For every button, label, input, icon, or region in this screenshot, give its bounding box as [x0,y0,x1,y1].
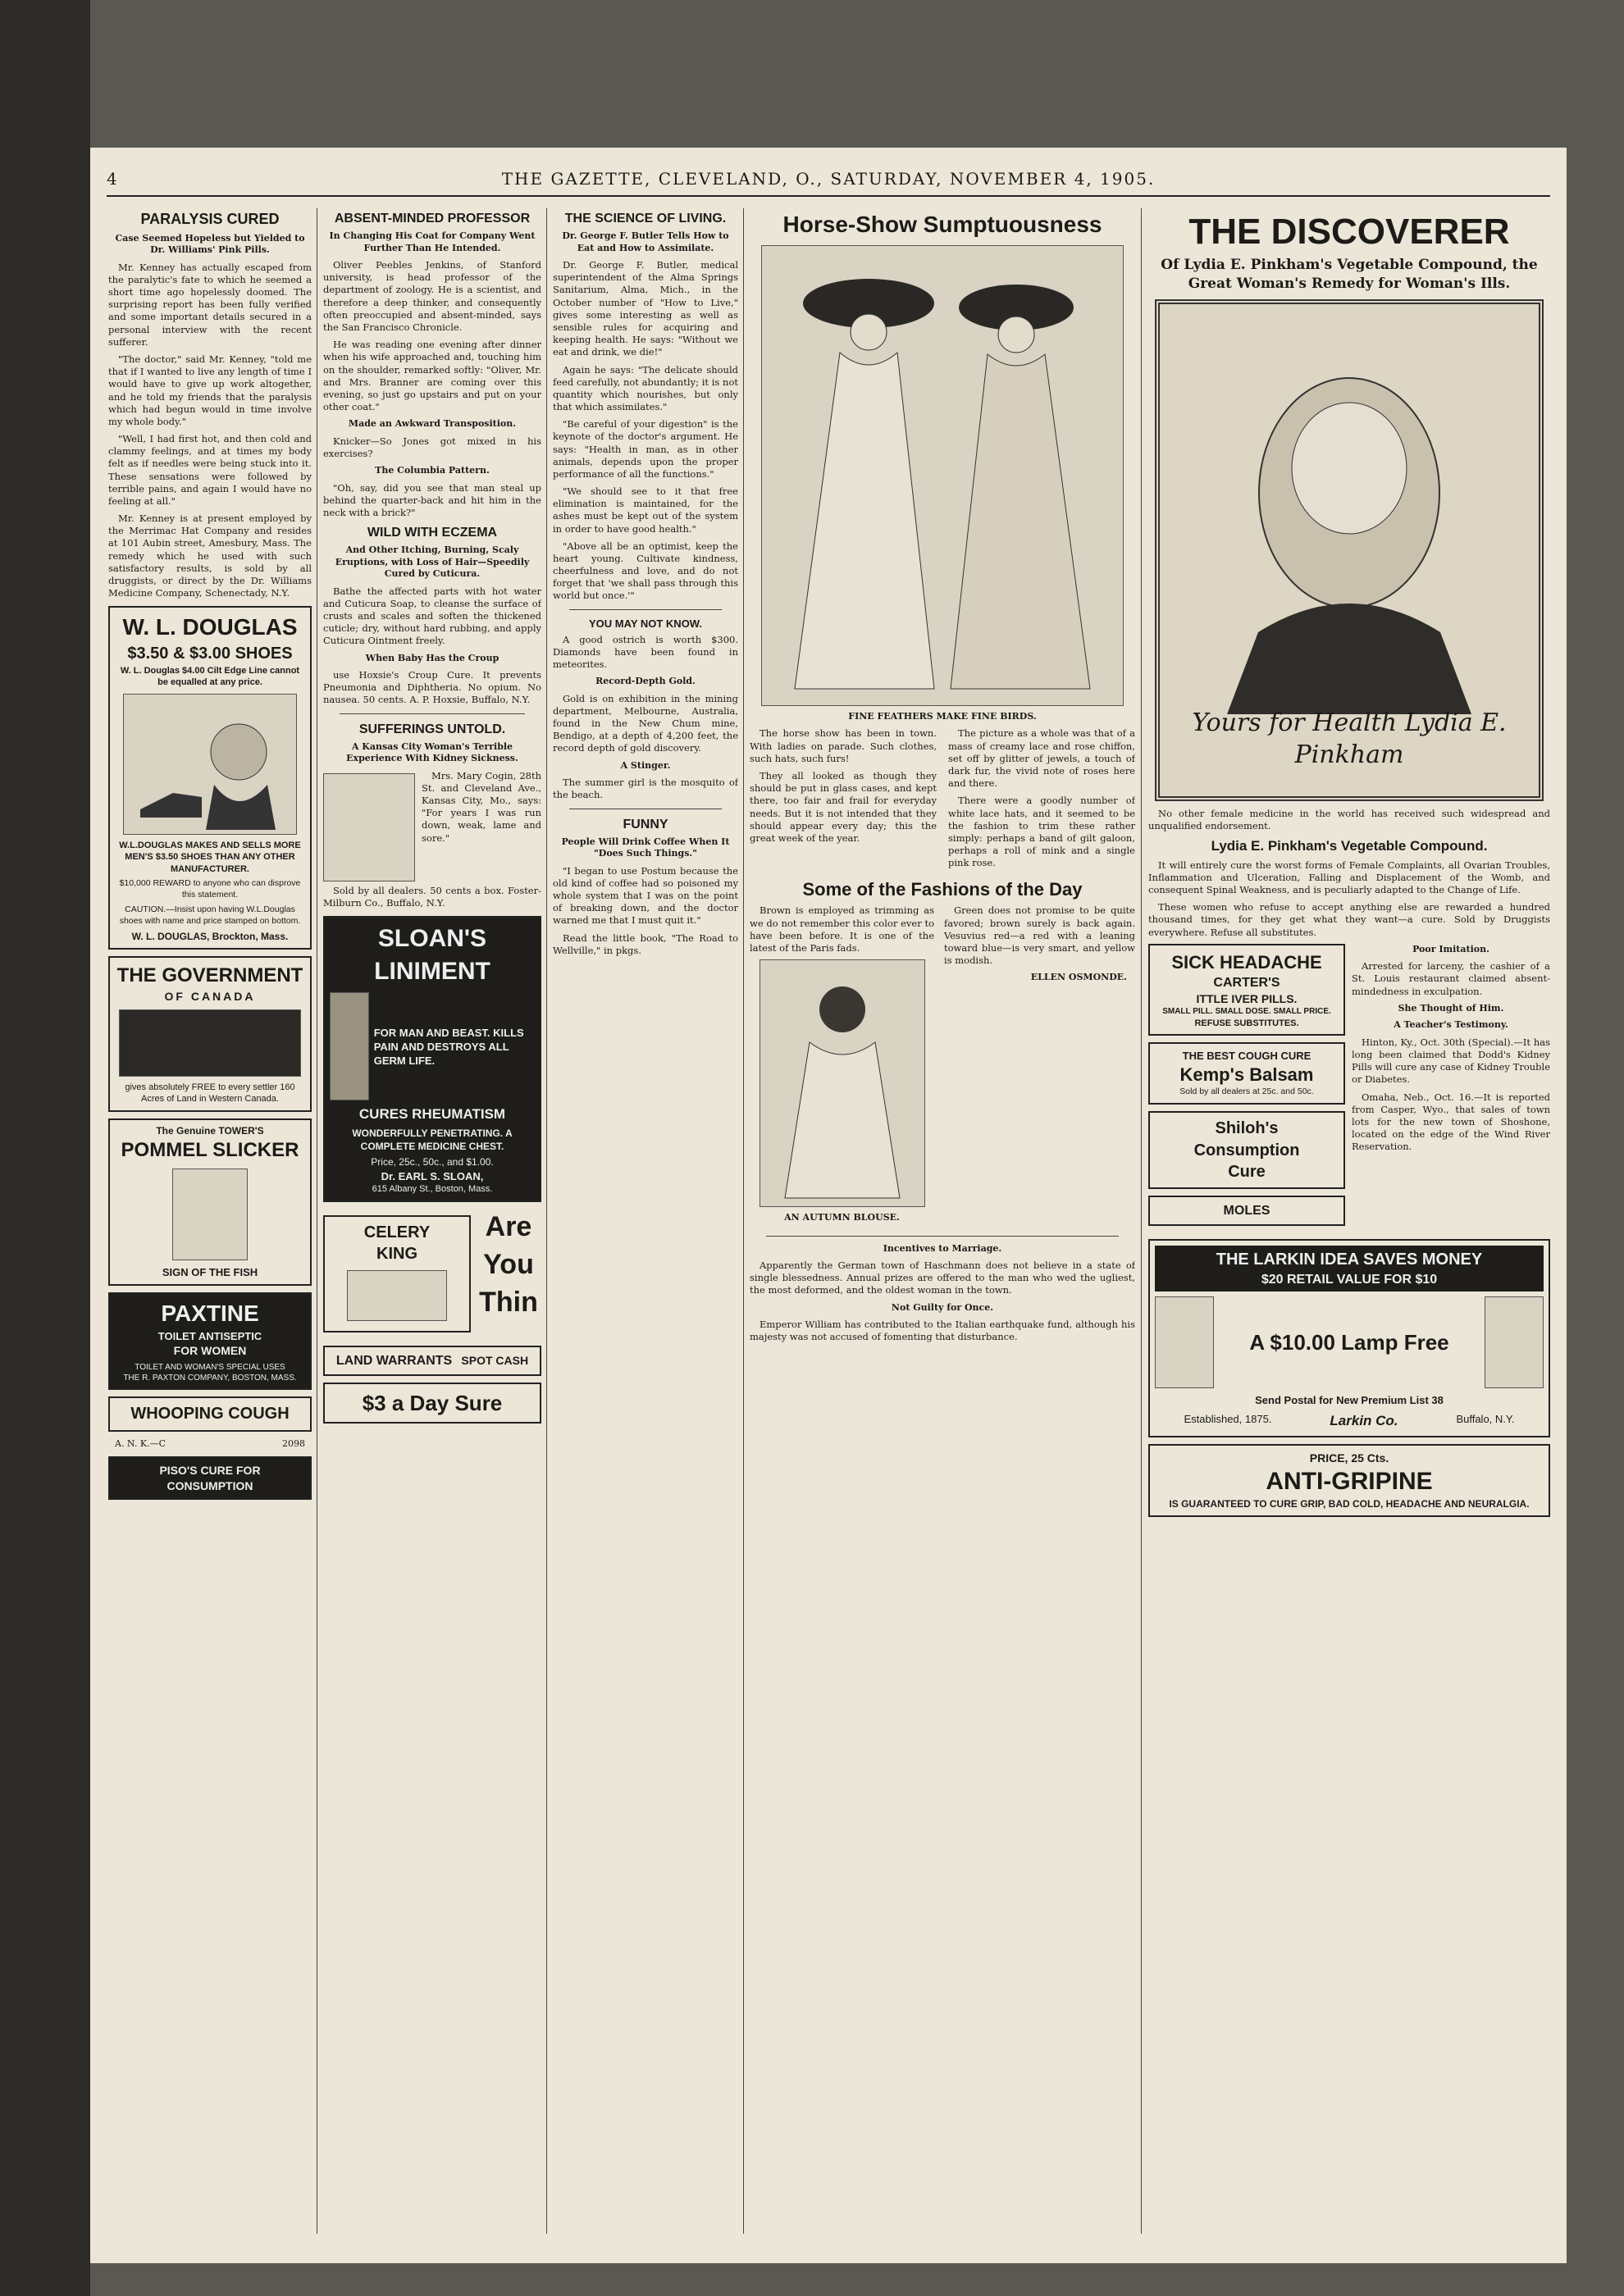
article-subhead: Poor Imitation. [1412,943,1489,954]
article-paragraph: Green does not promise to be quite favored; brown surely is back again. Vesuvius red—a red with a leaning toward blue—is very smart, and yellow is modish. [944,904,1135,967]
ad-brand: ITTLE IVER PILLS. [1196,991,1298,1005]
article-paragraph: Emperor William has contributed to the Italian earthquake fund, although his majesty was not accused of fomenting that disturbance. [750,1319,1135,1343]
moles-ad [1148,1196,1345,1226]
ad-subhead: OF CANADA [164,990,256,1004]
article-paragraph: A good ostrich is worth $300. Diamonds have been found in meteorites. [553,633,738,671]
ad-line: You [483,1248,534,1280]
ad-brand: SLOAN'S [377,925,487,953]
map-icon [119,1009,301,1077]
ad-subhead: $20 RETAIL VALUE FOR $10 [1261,1272,1438,1287]
ad-price: PRICE, 25 Cts. [1309,1451,1389,1465]
ad-line: PISO'S CURE FOR [159,1464,261,1478]
ad-subhead: Lydia E. Pinkham's Vegetable Compound. [1211,838,1488,854]
article-subhead: The Columbia Pattern. [375,465,490,476]
article-paragraph: Hinton, Ky., Oct. 30th (Special).—It has long been claimed that Dodd's Kidney Pills will cure any case of Kidney Trouble or Diabetes. [1352,1036,1550,1086]
print-code [115,1438,305,1451]
celery-king-ad [323,1215,471,1332]
ad-brand: W. L. DOUGLAS [122,614,298,640]
ad-line: CURES RHEUMATISM [358,1106,506,1123]
article-paragraph: "The doctor," said Mr. Kenney, "told me that if I wanted to live any length of time I would have to give up work altogether, and he told my friends that the paralysis which had begun would in time involve my whole body." [108,353,312,427]
article-subhead: A Kansas City Woman's Terrible Experience With Kidney Sickness. [346,740,518,764]
article-headline: THE SCIENCE OF LIVING. [564,212,727,226]
article-paragraph: Bathe the affected parts with hot water and Cuticura Soap, to cleanse the surface of crusts and scales and soften the thickened cuticle; dry, without hard rubbing, and apply Cuticura Ointment freely. [323,585,541,647]
larkin-ad [1148,1239,1550,1437]
douglas-shoes-ad [108,606,312,950]
article-headline: PARALYSIS CURED [140,211,280,227]
column-4 [750,208,1135,2242]
ad-line: The Genuine TOWER'S [156,1124,264,1137]
ad-line: SMALL PILL. SMALL DOSE. SMALL PRICE. [1162,1007,1331,1017]
paxtine-ad [108,1292,312,1390]
article-subhead: When Baby Has the Croup [365,652,500,663]
ad-line: SIGN OF THE FISH [162,1266,258,1279]
article-paragraph: "I began to use Postum because the old kind of coffee had so poisoned my whole system that I was on the point of breaking down, and the doctor warned me that I must quit it." [553,864,738,927]
ad-reward: $10,000 REWARD to anyone who can disprove this statement. [119,878,301,900]
article-paragraph: Arrested for larceny, the cashier of a St. Louis restaurant claimed absent-mindedness in exculpation. [1352,960,1550,997]
article-subhead: Dr. George F. Butler Tells How to Eat and How to Assimilate. [562,230,729,253]
ad-address: Buffalo, N.Y. [1456,1413,1515,1426]
article-headline: SUFFERINGS UNTOLD. [358,722,506,736]
ad-brand: LAND WARRANTS [335,1353,453,1368]
article-subhead: A Teacher's Testimony. [1394,1019,1508,1031]
article-subhead: Made an Awkward Transposition. [348,418,517,430]
ad-brand: Shiloh's [1215,1119,1279,1138]
ad-line: Established, 1875. [1184,1413,1272,1426]
sloans-liniment-ad [323,916,541,1202]
article-subhead: People Will Drink Coffee When It "Does Such Things." [561,836,730,859]
fashion-illustration [762,246,1123,705]
ad-price: $3.50 & $3.00 SHOES [127,645,293,663]
column-1 [108,208,312,2242]
article-headline: ABSENT-MINDED PROFESSOR [334,212,531,226]
ad-line: THE R. PAXTON COMPANY, BOSTON, MASS. [123,1374,297,1383]
ad-brand: KING [376,1245,417,1264]
ad-line: CONSUMPTION [167,1478,253,1492]
column-rule [1141,208,1142,2234]
ad-brand: WHOOPING COUGH [130,1405,290,1424]
article-headline: YOU MAY NOT KNOW. [589,617,702,630]
article-paragraph: Mr. Kenney has actually escaped from the paralytic's fate to which he seemed a short time ago hopelessly doomed. The surprising report has been fully verified and some important details secured in a personal interview with the recent sufferer. [108,261,312,348]
article-paragraph: use Hoxsie's Croup Cure. It prevents Pneumonia and Diphtheria. No opium. No nausea. 50 cents. A. P. Hoxsie, Buffalo, N.Y. [323,669,541,706]
article-paragraph: Apparently the German town of Haschmann does not believe in a state of single blessedness. Annual prizes are offered to the man who wed the ugliest, the most deformed, and the oldest woman in the town. [750,1260,1135,1296]
ad-line: Are [485,1210,532,1242]
masthead [107,166,1550,197]
article-subhead: Case Seemed Hopeless but Yielded to Dr. Williams' Pink Pills. [115,232,305,256]
article-paragraph: Dr. George F. Butler, medical superintendent of the Alma Springs Sanitarium, Alma, Mich., in the October number of "How to Live," gives some interesting as well as sensible rules for acquiring and keeping health. He says: "Without we eat and drink, we die!" [553,259,738,358]
ad-line: Thin [479,1286,538,1318]
land-warrants-ad [323,1346,541,1376]
column-rule [546,208,547,2234]
page-number: 4 [107,169,119,189]
canada-government-ad [108,956,312,1111]
ad-headline: THE LARKIN IDEA SAVES MONEY [1216,1250,1483,1269]
ad-headline: SICK HEADACHE [1171,951,1322,973]
author-signature: ELLEN OSMONDE. [1030,972,1127,983]
shiloh-cure-ad [1148,1111,1345,1189]
newspaper-page [90,148,1567,2263]
ad-brand: Consumption [1193,1141,1300,1159]
article-paragraph: There were a goodly number of white lace hats, and it seemed to be the fashion to trim these rather simply: perhaps a band of gilt galoon, perhaps a roll of mink and a single pink rose. [948,795,1135,869]
article-paragraph: "Above all be an optimist, keep the heart young. Cultivate kindness, cheerfulness and love, and do not forget that 'we shall pass through this world but once.'" [553,540,738,602]
ad-caution: CAUTION.—Insist upon having W.L.Douglas shoes with name and price stamped on bottom. [119,904,301,926]
ad-line: WONDERFULLY PENETRATING. A COMPLETE MEDICINE CHEST. [352,1127,513,1152]
anti-gripine-ad [1148,1444,1550,1518]
ad-brand: CARTER'S [1213,975,1280,990]
are-you-thin-ad [476,1209,541,1339]
divider [766,1236,1119,1237]
divider [340,713,525,714]
article-subhead: She Thought of Him. [1398,1002,1504,1014]
whooping-cough-ad [108,1396,312,1431]
article-headline: FUNNY [623,817,668,831]
carters-pills-ad [1148,944,1345,1036]
blouse-illustration [760,959,925,1207]
shoe-portrait-illustration [124,695,296,834]
article-paragraph: These women who refuse to accept anything else are rewarded a hundred thousand times, for they get what they want—a cure. Sold by Druggists everywhere. Refuse all substitutes. [1148,901,1550,938]
column-5 [1148,208,1550,2242]
article-subhead: Record-Depth Gold. [595,676,696,687]
article-paragraph: "We should see to it that free elimination is maintained, for the ashes must be kept out of the system in order to have good health." [553,485,738,535]
article-paragraph: The horse show has been in town. With ladies on parade. Such clothes, such hats, such furs! [750,727,937,764]
print-code-number: 2098 [282,1437,305,1449]
woman-portrait-illustration [323,773,415,882]
article-paragraph: It will entirely cure the worst forms of Female Complaints, all Ovarian Troubles, Inflammation and Ulceration, Falling and Displacement of the Womb, and consequent Spinal Weakness, and is peculiarly adapted to the Change of Life. [1148,859,1550,896]
article-subhead: And Other Itching, Burning, Scaly Eruptions, with Loss of Hair—Speedily Cured by Cuticura. [335,544,530,580]
article-paragraph: Mr. Kenney is at present employed by the Merrimac Hat Company and resides at 101 Aubin street, Amesbury, Mass. The remedy which he used with such satisfactory results, is sold by all druggists, or direct by the Dr. Williams Medicine Company, Schenectady, N.Y. [108,512,312,599]
ad-line: A $10.00 Lamp Free [1249,1329,1449,1355]
print-code-text: A. N. K.—C [115,1437,166,1449]
article-paragraph: Gold is on exhibition in the mining department, Melbourne, Australia, found in the New Chum mine, Bendigo, at a depth of 4,200 feet, the record depth of gold discovery. [553,692,738,754]
ad-line: Send Postal for New Premium List 38 [1255,1393,1444,1406]
tower-slicker-ad [108,1118,312,1287]
ad-line: Sold by all dealers at 25c. and 50c. [1179,1086,1314,1097]
article-paragraph: Read the little book, "The Road to Wellville," in pkgs. [553,932,738,956]
ad-line: FOR MAN AND BEAST. KILLS PAIN AND DESTROYS ALL GERM LIFE. [373,1026,524,1067]
ad-box-text: W.L.DOUGLAS MAKES AND SELLS MORE MEN'S $3.50 SHOES THAN ANY OTHER MANUFACTURER. [119,840,301,874]
ad-brand: Larkin Co. [1330,1413,1398,1429]
article-paragraph: The summer girl is the mosquito of the beach. [553,777,738,801]
ad-brand: Kemp's Balsam [1179,1064,1314,1086]
ad-brand: ANTI-GRIPINE [1266,1467,1433,1495]
article-paragraph: Omaha, Neb., Oct. 16.—It is reported from Casper, Wyo., that sales of town lots for the new town of Shoshone, located on the edge of the Wind River Reservation. [1352,1091,1550,1153]
article-paragraph: "Oh, say, did you see that man steal up behind the quarter-back and hit him in the neck with a brick?" [323,481,541,518]
article-paragraph: The picture as a whole was that of a mass of creamy lace and rose chiffon, set off by glitter of jewels, a touch of dark fur, the vivid note of roses here and there. [948,727,1135,790]
article-paragraph: Again he says: "The delicate should feed carefully, not abundantly; it is not quantity which nourishes, but only that which assimilates." [553,363,738,413]
ad-tagline: W. L. Douglas $4.00 Cilt Edge Line cannot be equalled at any price. [120,665,300,688]
article-subhead: In Changing His Coat for Company Went Further Than He Intended. [329,230,536,253]
ad-line: SPOT CASH [461,1353,529,1367]
shoe-portrait-illustration [123,694,297,835]
ad-line: TOILET ANTISEPTIC [157,1330,262,1343]
divider [569,609,722,610]
ad-text: gives absolutely FREE to every settler 160 Acres of Land in Western Canada. [125,1082,295,1105]
ad-headline: THE GOVERNMENT [116,964,303,987]
article-subhead: Not Guilty for Once. [891,1301,994,1313]
column-rule [743,208,744,2234]
ad-brand: $3 a Day Sure [362,1390,503,1415]
blouse-illustration [760,960,924,1206]
article-paragraph: "Well, I had first hot, and then cold and clammy feelings, and at times my body felt as if needles were being stuck into it. These sensations were followed by terrible pains, and again I would have no feeling at all." [108,433,312,507]
column-3 [553,208,738,2242]
man-portrait-illustration [330,992,369,1100]
ad-brand: PAXTINE [161,1301,259,1327]
image-caption: AN AUTUMN BLOUSE. [784,1212,900,1223]
article-paragraph: No other female medicine in the world has received such widespread and unqualified endorsement. [1148,807,1550,832]
pinkham-portrait [1155,299,1544,801]
article-paragraph: "Be careful of your digestion" is the keynote of the doctor's argument. He says: "Health in man, as in other animals, depends upon the proper performance of all the functions." [553,418,738,480]
article-paragraph: Oliver Peebles Jenkins, of Stanford university, is head professor of the department of zoology. He is a scientist, and therefore a deep thinker, and consequently often preoccupied and absent-minded, says the San Francisco Chronicle. [323,259,541,333]
ad-headline: THE BEST COUGH CURE [1182,1050,1312,1063]
best-cough-cure-ad [1148,1042,1345,1105]
article-paragraph: Sold by all dealers. 50 cents a box. Foster-Milburn Co., Buffalo, N.Y. [323,884,541,909]
ad-brand: LINIMENT [374,957,490,985]
article-paragraph: He was reading one evening after dinner when his wife approached and, touching him on the shoulder, remarked softly: "Oliver, Mr. and Mrs. Branner are coming over this evening, so just go upstairs and put on your other coat." [323,339,541,413]
article-paragraph: Mrs. Mary Cogin, 28th St. and Cleveland Ave., Kansas City, Mo., says: "For years I was run down, weak, lame and sore." [422,769,541,844]
ad-brand: MOLES [1223,1204,1270,1219]
ad-brand: CELERY [363,1223,431,1241]
article-headline: Some of the Fashions of the Day [802,879,1083,900]
scan-shadow-strip [0,0,90,2296]
ad-line: TOILET AND WOMAN'S SPECIAL USES [135,1362,285,1372]
lamp-icon [1155,1296,1214,1388]
ad-price: Price, 25c., 50c., and $1.00. [371,1156,494,1168]
package-illustration [347,1270,447,1321]
signature-script: Yours for Health Lydia E. Pinkham [1192,708,1507,770]
ad-line: FOR WOMEN [173,1344,247,1358]
lamp-icon [1485,1296,1544,1388]
article-subhead: Incentives to Marriage. [883,1242,1002,1254]
article-paragraph: Brown is employed as trimming as we do not remember this color ever to have been before. It is one of the latest of the Paris fads. [750,904,934,954]
ad-brand: POMMEL SLICKER [121,1139,299,1162]
ad-address: 615 Albany St., Boston, Mass. [372,1184,493,1195]
rain-coat-illustration [172,1168,248,1260]
column-2 [323,208,541,2242]
article-paragraph: They all looked as though they should be put in glass cases, and kept there, too fair and frail for everyday needs. But it is not intended that they should appear every day; this the great week of the year. [750,769,937,844]
pisos-cure-ad [108,1456,312,1500]
ad-headline: THE DISCOVERER [1188,212,1510,252]
ad-line: Dr. EARL S. SLOAN, [381,1170,484,1183]
ad-brand: Cure [1228,1162,1266,1181]
ad-line: IS GUARANTEED TO CURE GRIP, BAD COLD, HEADACHE AND NEURALGIA. [1169,1497,1530,1510]
article-headline: WILD WITH ECZEMA [367,526,498,540]
article-paragraph: Knicker—So Jones got mixed in his exercises? [323,435,541,459]
fashion-illustration [761,245,1124,706]
ad-line: REFUSE SUBSTITUTES. [1194,1018,1299,1028]
article-headline: Horse-Show Sumptuousness [782,212,1102,237]
ad-subhead: Of Lydia E. Pinkham's Vegetable Compound, the Great Woman's Remedy for Woman's Ills. [1161,257,1538,292]
page-title: THE GAZETTE, CLEVELAND, O., SATURDAY, NOVEMBER 4, 1905. [501,169,1156,189]
three-dollar-ad [323,1383,541,1424]
image-caption: FINE FEATHERS MAKE FINE BIRDS. [848,710,1037,722]
article-subhead: A Stinger. [620,759,671,771]
ad-address: W. L. DOUGLAS, Brockton, Mass. [131,930,289,942]
